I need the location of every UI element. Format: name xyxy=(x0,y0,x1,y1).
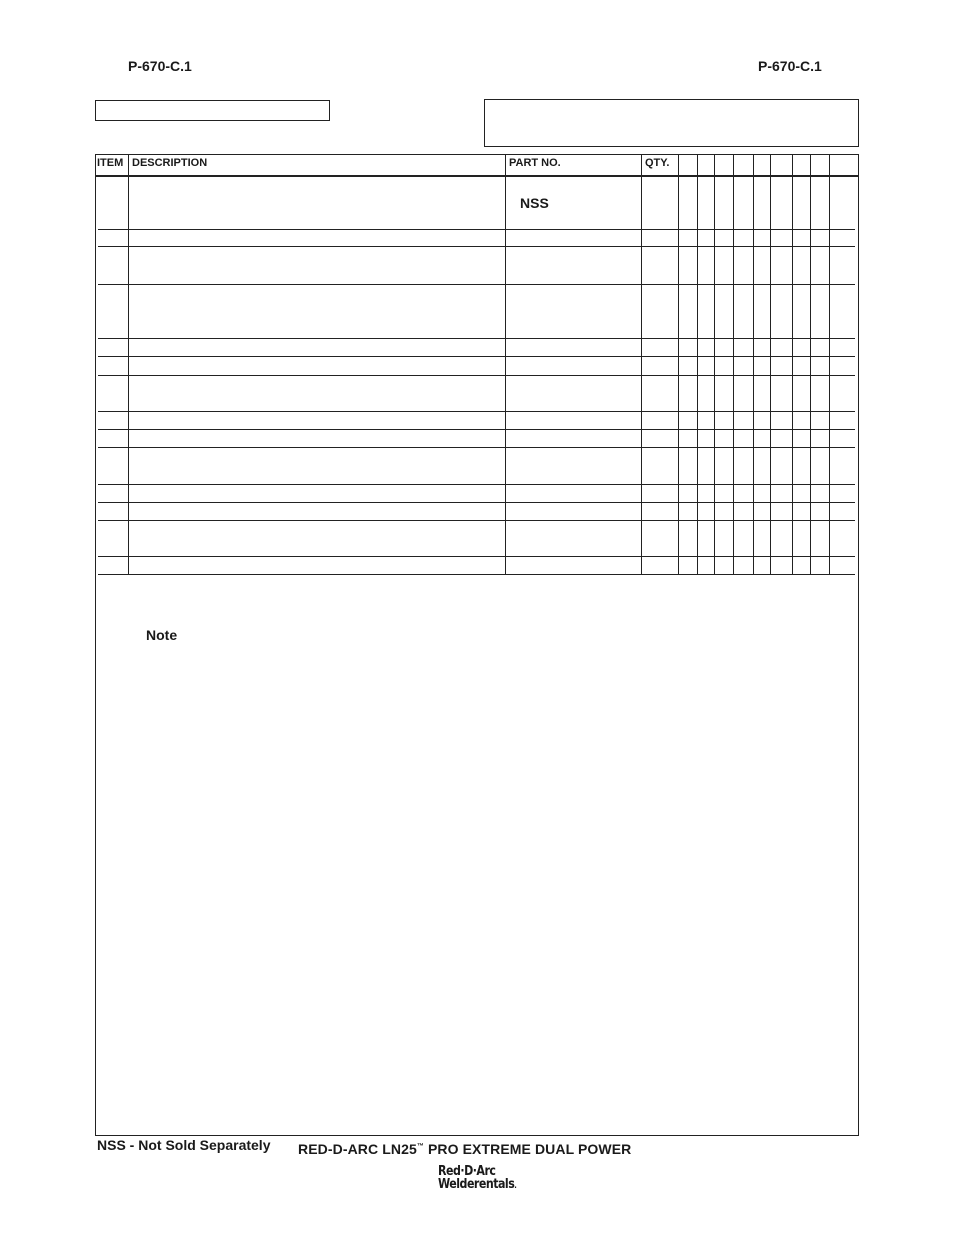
table-row-rule xyxy=(98,447,855,448)
table-row-rule xyxy=(98,246,855,247)
column-rule xyxy=(678,155,679,574)
table-row-rule xyxy=(98,520,855,521)
table-row-rule xyxy=(98,284,855,285)
table-row-rule xyxy=(98,556,855,557)
trademark-symbol: ™ xyxy=(416,1143,424,1150)
product-title-rest: PRO EXTREME DUAL POWER xyxy=(423,1141,632,1157)
nss-legend: NSS - Not Sold Separately xyxy=(97,1137,271,1153)
logo-line-1: Red·D·Arc xyxy=(438,1164,496,1179)
applicability-box xyxy=(484,99,859,147)
table-row-rule xyxy=(98,338,855,339)
column-rule xyxy=(505,155,506,574)
column-header-part-no: PART NO. xyxy=(509,157,561,169)
column-header-item: ITEM xyxy=(97,157,124,169)
table-row-rule xyxy=(98,411,855,412)
column-rule xyxy=(733,155,734,574)
column-rule xyxy=(714,155,715,574)
table-row-rule xyxy=(98,356,855,357)
table-row-rule xyxy=(98,229,855,230)
column-rule xyxy=(753,155,754,574)
page-code-left: P-670-C.1 xyxy=(128,58,192,74)
table-row-rule xyxy=(98,375,855,376)
first-row-part-number: NSS xyxy=(520,195,549,211)
column-rule xyxy=(697,155,698,574)
table-row-rule xyxy=(98,574,855,575)
table-row-rule xyxy=(98,484,855,485)
column-rule xyxy=(829,155,830,574)
table-row-rule xyxy=(98,429,855,430)
page-code-right: P-670-C.1 xyxy=(758,58,822,74)
column-header-qty: QTY. xyxy=(645,157,670,169)
column-rule xyxy=(810,155,811,574)
column-rule xyxy=(641,155,642,574)
assembly-label-box xyxy=(95,100,330,121)
product-title xyxy=(298,1141,631,1157)
red-d-arc-logo xyxy=(438,1165,516,1192)
column-rule-item xyxy=(128,155,129,574)
logo-suffix: . xyxy=(514,1181,517,1190)
parts-list-frame xyxy=(95,154,859,1136)
note-label: Note xyxy=(146,627,178,643)
table-header-rule xyxy=(95,175,858,177)
logo-line-2: Welderentals xyxy=(438,1177,515,1192)
column-rule xyxy=(770,155,771,574)
column-header-description: DESCRIPTION xyxy=(132,157,208,169)
column-rule xyxy=(792,155,793,574)
table-row-rule xyxy=(98,502,855,503)
product-title-main: RED-D-ARC LN25 xyxy=(298,1141,417,1157)
